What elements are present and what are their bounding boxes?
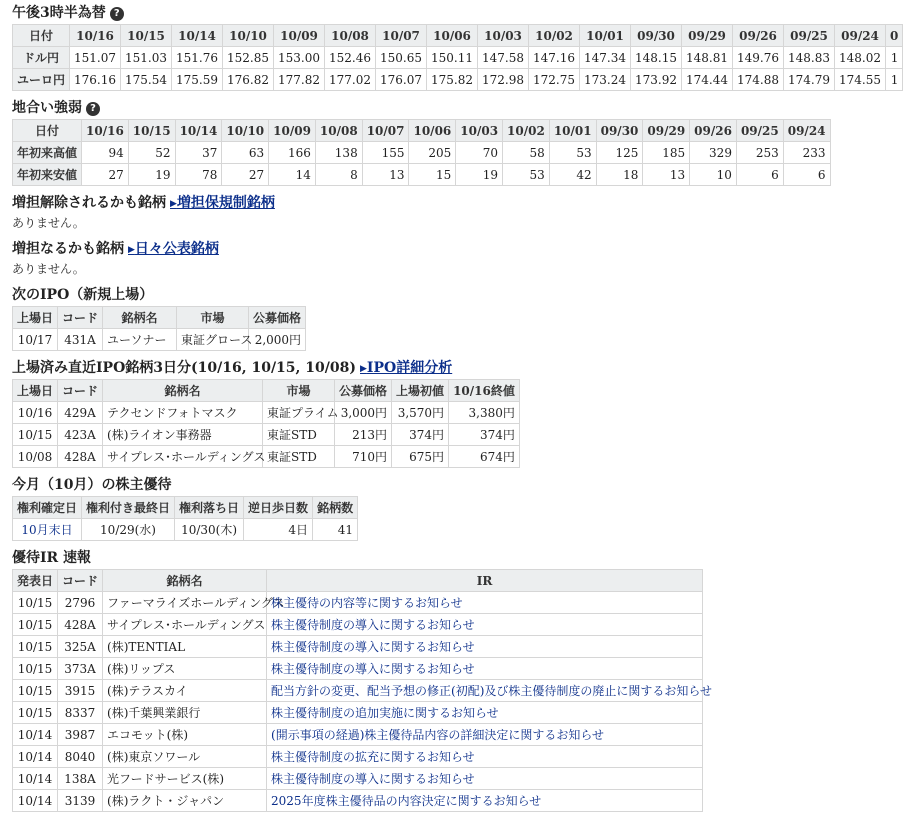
table-cell: 52 <box>128 142 175 164</box>
date-column-header: 10/14 <box>175 120 222 142</box>
table-row <box>13 614 703 636</box>
stock-name <box>103 592 285 614</box>
help-icon[interactable]: ? <box>86 102 100 116</box>
table-cell: 373A <box>58 658 103 680</box>
margin-release-title <box>12 192 775 214</box>
table-cell: 150.11 <box>427 47 478 69</box>
table-cell: 10/15 <box>13 702 58 724</box>
stock-name <box>103 402 263 424</box>
stock-name <box>103 702 267 724</box>
date-column-header: 10/09 <box>269 120 316 142</box>
cell-text: (株)東京ソワール <box>107 750 201 764</box>
next-ipo-header-row <box>13 307 306 329</box>
column-header: 公募価格 <box>249 307 306 329</box>
date-column-header: 10/06 <box>427 25 478 47</box>
ir-link[interactable]: 株主優待制度の導入に関するお知らせ <box>271 772 475 786</box>
next-ipo-table <box>12 306 306 351</box>
table-cell: 174.44 <box>682 69 733 91</box>
table-cell[interactable] <box>267 636 703 658</box>
table-cell: 150.65 <box>376 47 427 69</box>
column-header: 権利落ち日 <box>175 497 244 519</box>
table-cell: 147.34 <box>580 47 631 69</box>
fx-title-text: 午後3時半為替 <box>12 5 106 21</box>
stock-name <box>103 790 267 812</box>
table-cell: 151.76 <box>172 47 223 69</box>
table-cell: 253 <box>736 142 783 164</box>
triangle-right-icon: ▶ <box>170 199 177 209</box>
table-cell[interactable] <box>267 724 703 746</box>
table-cell: 4日 <box>244 519 313 541</box>
yutai-ir-title: 優待IR 速報 <box>12 550 92 566</box>
stock-name <box>103 636 267 658</box>
table-cell: 153.00 <box>274 47 325 69</box>
margin-add-link-label: 日々公表銘柄 <box>134 241 219 257</box>
column-header: 権利付き最終日 <box>82 497 175 519</box>
table-cell: 152.85 <box>223 47 274 69</box>
table-cell: 東証STD <box>263 424 335 446</box>
margin-add-title <box>12 238 775 260</box>
table-cell: 東証プライム <box>263 402 335 424</box>
table-cell: 177.82 <box>274 69 325 91</box>
table-row <box>13 702 703 724</box>
date-column-header: 09/24 <box>835 25 886 47</box>
breadth-table-wrap <box>12 119 826 186</box>
recent-ipo-title-text: 上場済み直近IPO銘柄3日分(10/16, 10/15, 10/08) <box>12 360 356 376</box>
table-cell: 431A <box>58 329 103 351</box>
table-cell: 10/14 <box>13 790 58 812</box>
table-cell[interactable] <box>267 614 703 636</box>
margin-release-link[interactable] <box>170 195 275 211</box>
yutai-ir-table <box>12 569 713 812</box>
table-cell: 3987 <box>58 724 103 746</box>
table-cell: 374円 <box>392 424 449 446</box>
yutai-month-table <box>12 496 358 541</box>
table-cell: 78 <box>175 164 222 186</box>
date-column-header: 10/15 <box>121 25 172 47</box>
table-cell: 10/15 <box>13 636 58 658</box>
cell-text: サイプレス･ホールディングス <box>107 618 266 632</box>
table-cell: 148.83 <box>784 47 835 69</box>
date-column-header: 10/10 <box>222 120 269 142</box>
table-row <box>13 402 520 424</box>
table-row <box>13 768 703 790</box>
table-cell: 213円 <box>335 424 392 446</box>
fx-header-row <box>13 25 903 47</box>
date-header-label: 日付 <box>13 25 70 47</box>
table-row <box>13 790 703 812</box>
table-cell: 176.16 <box>70 69 121 91</box>
date-column-header: 10/01 <box>549 120 596 142</box>
table-cell: 10/16 <box>13 402 58 424</box>
table-row <box>13 658 703 680</box>
breadth-header-row <box>13 120 831 142</box>
table-cell: 175.59 <box>172 69 223 91</box>
column-header: コード <box>58 380 103 402</box>
table-cell: 27 <box>222 164 269 186</box>
recent-ipo-title <box>12 357 775 379</box>
ir-link[interactable]: 配当方針の変更、配当予想の修正(初配)及び株主優待制度の廃止に関するお知らせ <box>271 684 713 698</box>
row-label: ユーロ円 <box>13 69 70 91</box>
table-row <box>13 69 903 91</box>
help-icon[interactable]: ? <box>110 7 124 21</box>
cell-text: 光フードサービス(株) <box>107 772 225 786</box>
date-column-header: 09/25 <box>736 120 783 142</box>
date-column-header: 10/08 <box>325 25 376 47</box>
fx-section-title <box>12 2 775 24</box>
table-cell[interactable] <box>267 746 703 768</box>
table-cell: 3139 <box>58 790 103 812</box>
table-cell: 176.07 <box>376 69 427 91</box>
table-cell: 675円 <box>392 446 449 468</box>
table-row <box>13 142 831 164</box>
table-cell: 429A <box>58 402 103 424</box>
margin-release-title-text: 増担解除されるかも銘柄 <box>12 195 166 211</box>
table-row <box>13 636 703 658</box>
ir-link[interactable]: (開示事項の経過)株主優待品内容の詳細決定に関するお知らせ <box>271 728 605 742</box>
table-cell: 177.02 <box>325 69 376 91</box>
ipo-analysis-link-label: IPO詳細分析 <box>366 360 453 376</box>
table-row <box>13 329 306 351</box>
column-header: コード <box>58 307 103 329</box>
date-column-header: 0 <box>886 25 903 47</box>
table-cell: 428A <box>58 614 103 636</box>
row-label: ドル円 <box>13 47 70 69</box>
fx-table <box>12 24 903 91</box>
table-cell[interactable] <box>267 702 703 724</box>
table-cell: 172.75 <box>529 69 580 91</box>
ir-link[interactable]: 株主優待の内容等に関するお知らせ <box>271 596 463 610</box>
ir-link[interactable]: 株主優待制度の拡充に関するお知らせ <box>271 750 475 764</box>
table-cell: 329 <box>690 142 737 164</box>
table-cell: 185 <box>643 142 690 164</box>
table-cell: 147.16 <box>529 47 580 69</box>
date-column-header: 09/25 <box>784 25 835 47</box>
cell-text: (株)ラクト・ジャパン <box>107 794 225 808</box>
table-cell: 233 <box>783 142 830 164</box>
table-cell[interactable] <box>267 768 703 790</box>
table-cell: 東証STD <box>263 446 335 468</box>
date-column-header: 10/16 <box>70 25 121 47</box>
table-cell: 10/15 <box>13 680 58 702</box>
table-cell: 63 <box>222 142 269 164</box>
next-ipo-title: 次のIPO（新規上場） <box>12 287 154 303</box>
table-cell: 176.82 <box>223 69 274 91</box>
table-cell: 19 <box>456 164 503 186</box>
column-header: 逆日歩日数 <box>244 497 313 519</box>
table-cell: 138 <box>315 142 362 164</box>
table-cell: 2,000円 <box>249 329 306 351</box>
table-row <box>13 446 520 468</box>
ir-link[interactable]: 株主優待制度の導入に関するお知らせ <box>271 640 475 654</box>
table-cell: 175.82 <box>427 69 478 91</box>
date-column-header: 10/15 <box>128 120 175 142</box>
date-column-header: 10/08 <box>315 120 362 142</box>
table-cell: 428A <box>58 446 103 468</box>
date-column-header: 09/24 <box>783 120 830 142</box>
table-cell: 53 <box>549 142 596 164</box>
table-cell: 148.81 <box>682 47 733 69</box>
triangle-right-icon: ▶ <box>360 364 367 374</box>
stock-name <box>103 768 267 790</box>
table-cell: 173.92 <box>631 69 682 91</box>
ir-link[interactable]: 株主優待制度の導入に関するお知らせ <box>271 662 475 676</box>
row-label: 年初来安値 <box>13 164 82 186</box>
table-row <box>13 680 703 702</box>
table-cell: 155 <box>362 142 409 164</box>
table-cell: 10/08 <box>13 446 58 468</box>
table-cell: 3,570円 <box>392 402 449 424</box>
table-cell: 10/15 <box>13 658 58 680</box>
stock-name <box>103 446 266 468</box>
table-cell: 10/14 <box>13 768 58 790</box>
cell-text: (株)リップス <box>107 662 176 676</box>
table-cell: 173.24 <box>580 69 631 91</box>
table-cell[interactable] <box>267 658 703 680</box>
margin-release-link-label: 増担保規制銘柄 <box>176 195 275 211</box>
table-cell[interactable] <box>267 680 713 702</box>
table-cell: 1 <box>886 47 903 69</box>
table-cell: 138A <box>58 768 103 790</box>
table-cell: 42 <box>549 164 596 186</box>
table-cell: 10/14 <box>13 724 58 746</box>
stock-name <box>103 724 267 746</box>
table-cell: 53 <box>503 164 550 186</box>
ir-link[interactable]: 2025年度株主優待品の内容決定に関するお知らせ <box>271 794 542 808</box>
table-cell: 6 <box>783 164 830 186</box>
table-row <box>13 164 831 186</box>
table-cell: 10 <box>690 164 737 186</box>
column-header: 上場初値 <box>392 380 449 402</box>
table-cell: 125 <box>596 142 643 164</box>
table-cell[interactable] <box>267 790 703 812</box>
table-cell: 374円 <box>449 424 520 446</box>
column-header: 権利確定日 <box>13 497 82 519</box>
table-cell: 8 <box>315 164 362 186</box>
stock-name: ユーソナー <box>103 329 177 351</box>
cell-text: (株)千葉興業銀行 <box>107 706 201 720</box>
table-cell: 41 <box>313 519 358 541</box>
table-cell: 3,380円 <box>449 402 520 424</box>
stock-name <box>103 424 263 446</box>
date-column-header: 09/29 <box>643 120 690 142</box>
cell-text: (株)TENTIAL <box>107 640 186 654</box>
table-cell: 423A <box>58 424 103 446</box>
date-column-header: 09/30 <box>596 120 643 142</box>
column-header: 上場日 <box>13 380 58 402</box>
yutai-ir-header-row <box>13 570 703 592</box>
margin-add-none: ありません。 <box>12 262 85 276</box>
table-cell: 94 <box>82 142 129 164</box>
column-header: コード <box>58 570 103 592</box>
margin-add-title-text: 増担なるかも銘柄 <box>12 241 124 257</box>
table-cell: 8040 <box>58 746 103 768</box>
date-header-label: 日付 <box>13 120 82 142</box>
date-column-header: 09/30 <box>631 25 682 47</box>
cell-text: (株)テラスカイ <box>107 684 188 698</box>
ipo-analysis-link[interactable] <box>360 360 452 376</box>
date-column-header: 10/06 <box>409 120 456 142</box>
table-cell: 147.58 <box>478 47 529 69</box>
date-column-header: 10/01 <box>580 25 631 47</box>
breadth-table <box>12 119 831 186</box>
table-cell: 2796 <box>58 592 103 614</box>
column-header: 上場日 <box>13 307 58 329</box>
date-column-header: 10/03 <box>456 120 503 142</box>
table-cell: 6 <box>736 164 783 186</box>
row-label: 年初来高値 <box>13 142 82 164</box>
column-header: 銘柄名 <box>103 570 267 592</box>
yutai-month-header-row <box>13 497 358 519</box>
record-date-cell[interactable] <box>13 519 82 541</box>
table-cell: 15 <box>409 164 456 186</box>
table-row <box>13 724 703 746</box>
table-cell: 152.46 <box>325 47 376 69</box>
table-row <box>13 746 703 768</box>
stock-name <box>103 680 267 702</box>
table-cell: 174.88 <box>733 69 784 91</box>
breadth-title-text: 地合い強弱 <box>12 100 82 116</box>
cell-text: エコモット(株) <box>107 728 189 742</box>
date-column-header: 10/09 <box>274 25 325 47</box>
table-row <box>13 47 903 69</box>
column-header: 市場 <box>177 307 249 329</box>
table-row <box>13 519 358 541</box>
table-cell: 58 <box>503 142 550 164</box>
table-cell: 149.76 <box>733 47 784 69</box>
table-cell: 172.98 <box>478 69 529 91</box>
date-column-header: 10/02 <box>503 120 550 142</box>
table-cell: 674円 <box>449 446 520 468</box>
date-column-header: 10/03 <box>478 25 529 47</box>
table-cell: 205 <box>409 142 456 164</box>
table-cell: 325A <box>58 636 103 658</box>
column-header: 銘柄数 <box>313 497 358 519</box>
column-header: 銘柄名 <box>103 307 177 329</box>
date-column-header: 10/16 <box>82 120 129 142</box>
date-column-header: 10/02 <box>529 25 580 47</box>
date-column-header: 09/26 <box>733 25 784 47</box>
table-cell: 166 <box>269 142 316 164</box>
triangle-right-icon: ▶ <box>128 245 135 255</box>
table-cell: 3,000円 <box>335 402 392 424</box>
table-cell: 東証グロース <box>177 329 249 351</box>
margin-release-none: ありません。 <box>12 216 85 230</box>
cell-text: (株)ライオン事務器 <box>107 428 212 442</box>
table-cell: 10/17 <box>13 329 58 351</box>
table-row <box>13 424 520 446</box>
table-cell: 14 <box>269 164 316 186</box>
table-cell: 3915 <box>58 680 103 702</box>
stock-name <box>103 614 267 636</box>
margin-add-link[interactable] <box>128 241 219 257</box>
table-cell: 18 <box>596 164 643 186</box>
column-header: 発表日 <box>13 570 58 592</box>
table-cell: 10/14 <box>13 746 58 768</box>
recent-ipo-table <box>12 379 520 468</box>
table-cell: 174.79 <box>784 69 835 91</box>
cell-text: テクセンドフォトマスク <box>107 406 238 420</box>
table-cell: 151.03 <box>121 47 172 69</box>
table-cell: 10/29(水) <box>82 519 175 541</box>
table-cell: 19 <box>128 164 175 186</box>
stock-name <box>103 658 267 680</box>
column-header: 公募価格 <box>335 380 392 402</box>
date-column-header: 09/26 <box>690 120 737 142</box>
table-cell: 10/15 <box>13 614 58 636</box>
table-cell: 175.54 <box>121 69 172 91</box>
date-column-header: 09/29 <box>682 25 733 47</box>
date-column-header: 10/07 <box>362 120 409 142</box>
table-cell: 148.15 <box>631 47 682 69</box>
cell-text: ファーマライズホールディングス <box>107 596 285 610</box>
date-column-header: 10/10 <box>223 25 274 47</box>
table-cell: 13 <box>362 164 409 186</box>
column-header: 10/16終値 <box>449 380 520 402</box>
column-header: IR <box>267 570 703 592</box>
table-cell[interactable] <box>267 592 703 614</box>
table-cell: 1 <box>886 69 903 91</box>
table-cell: 174.55 <box>835 69 886 91</box>
column-header: 市場 <box>263 380 335 402</box>
yutai-month-title: 今月（10月）の株主優待 <box>12 477 172 493</box>
record-date-link[interactable]: 10月末日 <box>21 523 73 537</box>
table-row <box>13 592 703 614</box>
breadth-section-title <box>12 97 775 119</box>
column-header: 銘柄名 <box>103 380 263 402</box>
table-cell: 70 <box>456 142 503 164</box>
table-cell: 10/15 <box>13 592 58 614</box>
table-cell: 8337 <box>58 702 103 724</box>
date-column-header: 10/07 <box>376 25 427 47</box>
table-cell: 37 <box>175 142 222 164</box>
table-cell: 10/15 <box>13 424 58 446</box>
table-cell: 13 <box>643 164 690 186</box>
table-cell: 10/30(木) <box>175 519 244 541</box>
table-cell: 27 <box>82 164 129 186</box>
fx-table-wrap <box>12 24 899 91</box>
table-cell: 148.02 <box>835 47 886 69</box>
cell-text: サイプレス･ホールディングス <box>107 450 266 464</box>
stock-name <box>103 746 267 768</box>
recent-ipo-header-row <box>13 380 520 402</box>
ir-link[interactable]: 株主優待制度の導入に関するお知らせ <box>271 618 475 632</box>
table-cell: 710円 <box>335 446 392 468</box>
table-cell: 151.07 <box>70 47 121 69</box>
ir-link[interactable]: 株主優待制度の追加実施に関するお知らせ <box>271 706 499 720</box>
date-column-header: 10/14 <box>172 25 223 47</box>
